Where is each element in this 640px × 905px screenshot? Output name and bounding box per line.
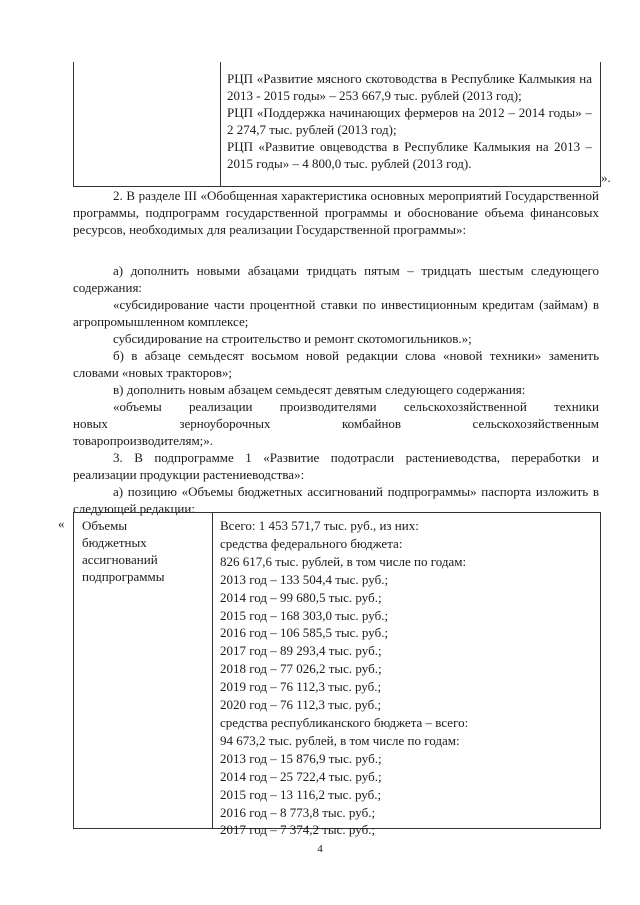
paragraph-2a-quote-2: субсидирование на строительство и ремонт скотомогильников.»; <box>113 331 472 346</box>
paragraph-2: 2. В разделе III «Обобщенная характеристика основных мероприятий Государственной программы, подпрограмм государственной программы и обоснование объема финансовых ресурсов, необходимых для реализации Государственной программы»: <box>73 188 599 237</box>
paragraph-2b: б) в абзаце семьдесят восьмом новой редакции слова «новой техники» заменить словами «новых тракторов»; <box>73 348 599 380</box>
value-line: 2013 год – 133 504,4 тыс. руб.; <box>220 571 389 587</box>
value-line: средства республиканского бюджета – всего: <box>220 714 469 730</box>
word: новых <box>73 416 108 431</box>
paragraph-2v-quote-line-1 <box>113 398 599 415</box>
table-line: РЦП «Развитие овцеводства в Республике Калмыкия на 2013 – 2015 годы» – 4 800,0 тыс. рублей (2013 год). <box>227 139 592 171</box>
label-line: ассигнований <box>82 552 158 567</box>
value-line: 2020 год – 76 112,3 тыс. руб.; <box>220 697 382 713</box>
budget-table-value-cell <box>220 517 595 839</box>
value-line: 2016 год – 8 773,8 тыс. руб.; <box>220 804 376 820</box>
word: сельскохозяйственным <box>472 416 599 431</box>
opening-quote: « <box>58 516 65 531</box>
top-table-cell <box>227 70 592 172</box>
value-line: 2017 год – 7 374,2 тыс. руб.; <box>220 822 376 838</box>
value-line: 2014 год – 25 722,4 тыс. руб.; <box>220 768 382 784</box>
paragraph-2v-quote-line-2 <box>73 415 599 432</box>
value-line: 2015 год – 168 303,0 тыс. руб.; <box>220 607 389 623</box>
paragraph-2v-quote-line-3: товаропроизводителям;». <box>73 433 214 448</box>
budget-table-label-cell <box>82 517 207 585</box>
value-line: 2015 год – 13 116,2 тыс. руб.; <box>220 786 382 802</box>
label-line: бюджетных <box>82 535 147 550</box>
table-column-divider <box>220 62 221 186</box>
budget-table <box>73 512 601 838</box>
value-line: 94 673,2 тыс. рублей, в том числе по годам: <box>220 732 460 748</box>
closing-mark: ». <box>601 170 611 185</box>
paragraph-2a: а) дополнить новыми абзацами тридцать пятым – тридцать шестым следующего содержания: <box>73 263 599 295</box>
label-line: Объемы <box>82 518 128 533</box>
paragraph-2a-quote-1: «субсидирование части процентной ставки по инвестиционным кредитам (займам) в агропромышленном комплексе; <box>73 297 599 329</box>
value-line: 2017 год – 89 293,4 тыс. руб.; <box>220 643 382 659</box>
quote-text: «объемы реализации производителями сельскохозяйственной техники <box>113 399 599 414</box>
top-table-fragment <box>73 62 601 187</box>
value-line: средства федерального бюджета: <box>220 535 403 551</box>
value-line: 2016 год – 106 585,5 тыс. руб.; <box>220 625 389 641</box>
word: комбайнов <box>341 416 402 431</box>
paragraph-2v: в) дополнить новым абзацем семьдесят девятым следующего содержания: <box>113 382 526 397</box>
page-number: 4 <box>317 843 323 855</box>
table-line: РЦП «Поддержка начинающих фермеров на 2012 – 2014 годы» – 2 274,7 тыс. рублей (2013 год); <box>227 105 592 137</box>
value-line: 2018 год – 77 026,2 тыс. руб.; <box>220 661 382 677</box>
value-line: 826 617,6 тыс. рублей, в том числе по годам: <box>220 553 467 569</box>
label-line: подпрограммы <box>82 569 165 584</box>
value-line: 2014 год – 99 680,5 тыс. руб.; <box>220 589 382 605</box>
paragraph-3: 3. В подпрограмме 1 «Развитие подотрасли растениеводства, переработки и реализации продукции растениеводства»: <box>73 450 599 482</box>
word: зерноуборочных <box>179 416 271 431</box>
paragraph-3a: а) позицию «Объемы бюджетных ассигнований подпрограммы» паспорта изложить в следующей редакции: <box>73 484 599 516</box>
value-line: 2019 год – 76 112,3 тыс. руб.; <box>220 679 382 695</box>
table-column-divider <box>212 513 213 828</box>
value-line: 2013 год – 15 876,9 тыс. руб.; <box>220 750 382 766</box>
value-line: Всего: 1 453 571,7 тыс. руб., из них: <box>220 518 419 533</box>
table-line: РЦП «Развитие мясного скотоводства в Республике Калмыкия на 2013 - 2015 годы» – 253 667,9 тыс. рублей (2013 год); <box>227 71 592 103</box>
